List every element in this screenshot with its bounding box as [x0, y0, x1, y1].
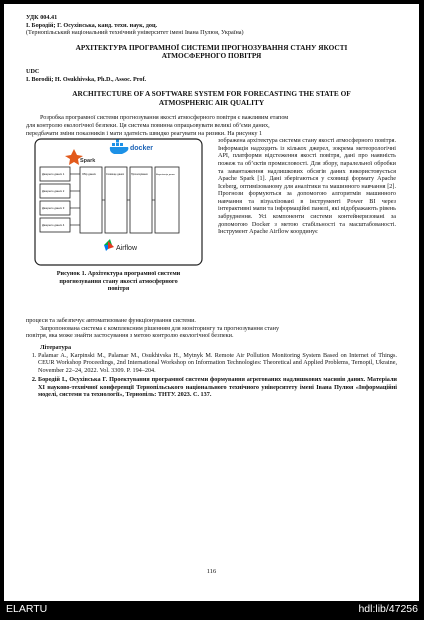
intro-line-1: Розробка програмної системи прогнозування якості атмосферного повітря є важливим етапом	[40, 114, 289, 122]
conclusion-line-1: Запропонована система є комплексним рішенням для моніторингу та прогнозування стану	[40, 324, 280, 332]
col-1-label: Збір даних	[82, 172, 96, 177]
intro-line-2: для контролю екологічної безпеки. Ця система повинна опрацьовувати великі об’єми даних,	[26, 121, 270, 129]
reference-item: 1. Palamar A., Karpinski M., Palamar M., Osukhivska H., Mytnyk M. Remote Air Pollution Monitoring System Based on Internet of Things. CEUR Workshop Proceedings, 2nd International Workshop on Information Technologies: Theoretical and Applied Problems, Ternopil, Ukraine, November 22–24, 2022. Vol. 3309. P. 194–204.	[38, 352, 397, 375]
title-ua-line-2: АТМОСФЕРНОГО ПОВІТРЯ	[161, 51, 262, 61]
title-en-line-1: ARCHITECTURE OF A SOFTWARE SYSTEM FOR FORECASTING THE STATE OF	[72, 89, 351, 99]
col-4-label: Візуалізація даних	[156, 174, 175, 177]
caption-line-2: прогнозування стану якості атмосферного	[59, 277, 178, 285]
source-1-label: Джерело даних 1	[42, 172, 65, 177]
title-ua-line-1: АРХІТЕКТУРА ПРОГРАМНОЇ СИСТЕМИ ПРОГНОЗУВАННЯ СТАНУ ЯКОСТІ	[75, 42, 348, 52]
source-3-label: Джерело даних 3	[42, 206, 65, 211]
after-figure-text: процеси та забезпечує автоматизоване функціонування системи.	[26, 317, 196, 325]
figure-caption	[26, 270, 211, 292]
col-forecast	[130, 167, 152, 233]
udk-code: УДК 004.41	[26, 14, 58, 21]
caption-line-1: Рисунок 1. Архітектура програмної системи	[56, 270, 181, 278]
spark-label: Spark	[80, 158, 96, 165]
col-2-label: Сховище даних	[106, 173, 125, 177]
affiliation-ua: (Тернопільський національний технічний університет імені Івана Пулюя, Україна)	[26, 29, 244, 37]
authors-en: I. Borodii; H. Osukhivska, Ph.D., Assoc. Prof.	[26, 75, 147, 83]
docker-label: docker	[130, 145, 153, 153]
page-number: 116	[206, 568, 217, 575]
footer-left: ELARTU	[6, 603, 48, 615]
authors-ua: І. Бородій; Г. Осухівська, канд. техн. наук, доц.	[26, 21, 158, 29]
intro-line-3: передбачати зміни показників і мати здатність швидко реагувати на ризики. На рисунку 1	[26, 129, 263, 137]
body-side-text: зображена архітектура системи стану якості атмосферного повітря. Інформація надходить із кількох джерел, зокрема метеорологічні API, платформи відстеження якості повітря, дані про наявність пожеж та об’єктів промисловості. Для збору, паралельної обробки та завантаження надлишкових обсягів даних використовується Apache Spark [1]. Дані зберігаються у сховищі формату Apache Iceberg, оптимізованому для аналітики та машинного навчання [2]. Прогнози формуються за допомогою алгоритмів машинного навчання та візуалізовані в інструменті Power BI через інтерактивні мапи та інформаційні панелі, які відображають рівень забруднення. Усі компоненти системи контейнеризовані за допомогою Docker з метою стабільності та масштабованості. Інструмент Apache Airflow координує	[218, 137, 396, 236]
footer-right: hdl:lib/47256	[358, 603, 418, 615]
document-page	[4, 4, 419, 601]
source-2-label: Джерело даних 2	[42, 189, 65, 194]
col-visual	[155, 167, 179, 233]
conclusion-line-2: повітря, яка може знайти застосування з метою контролю екологічної безпеки.	[26, 332, 234, 340]
architecture-diagram	[34, 137, 204, 269]
caption-line-3: повітря	[107, 284, 130, 292]
reference-list	[26, 352, 397, 400]
figure-block	[26, 137, 397, 317]
title-en-line-2: ATMOSPHERIC AIR QUALITY	[158, 97, 265, 107]
reference-item: 2. Бородій І., Осухівська Г. Проектування програмної системи формування агрегованих надлишкових масивів даних. Матеріали ХІ науково-технічної конференції Тернопільського національного технічного університету імені Івана Пулюя «Інформаційні моделі, системи та технології», Тернопіль: ТНТУ. 2023. С. 137.	[38, 376, 397, 399]
col-storage	[105, 167, 127, 233]
literature-heading: Література	[40, 343, 72, 351]
col-3-label: Прогнозування	[131, 173, 148, 177]
udc-label: UDC	[26, 67, 40, 75]
source-4-label: Джерело даних 4	[42, 223, 65, 228]
airflow-label: Airflow	[116, 245, 138, 253]
col-collection	[80, 167, 102, 233]
